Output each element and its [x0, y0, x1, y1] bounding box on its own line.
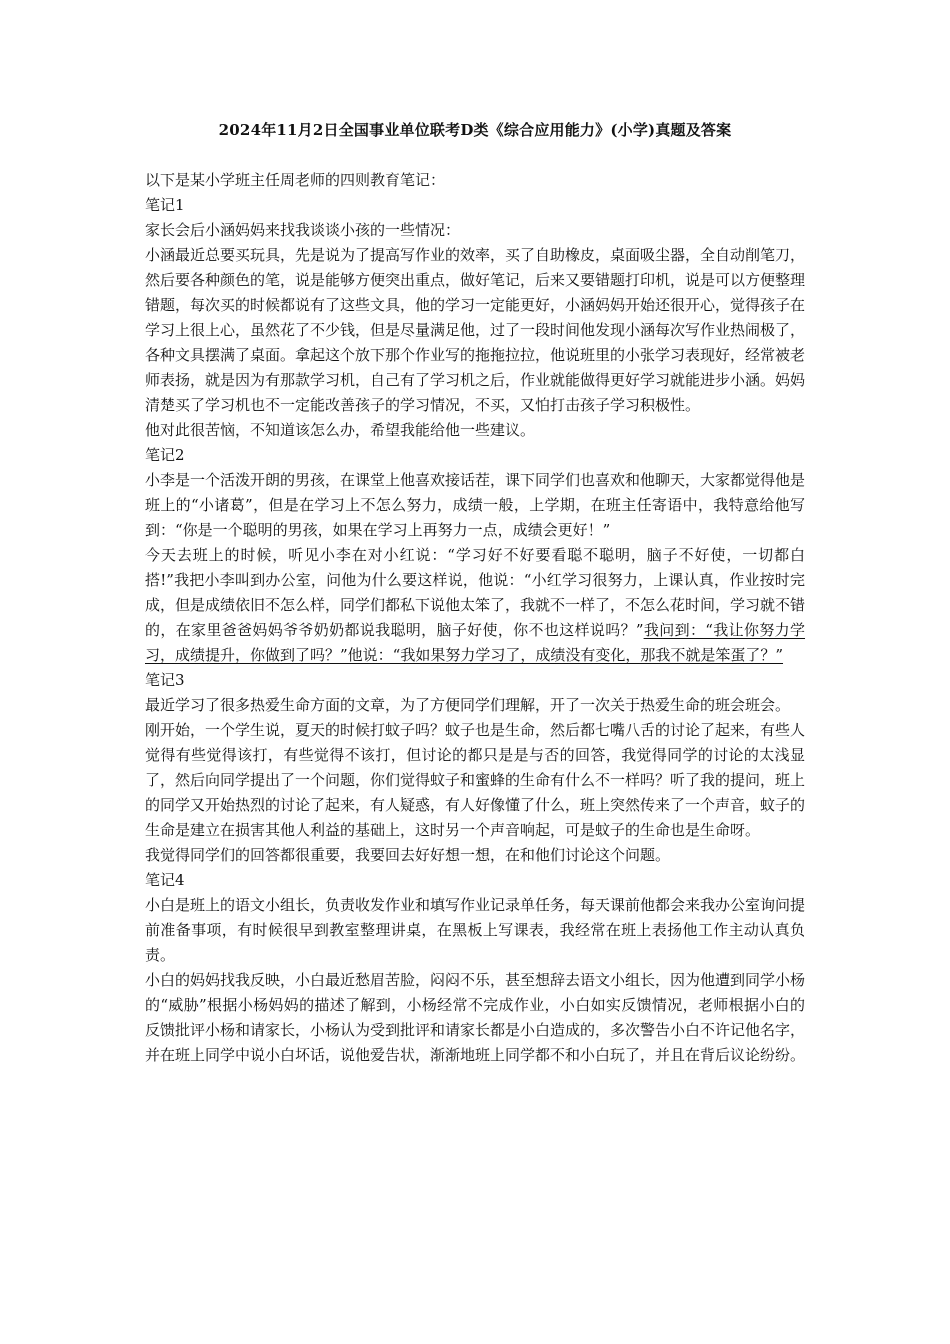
note-2-paragraph-2: [145, 543, 805, 668]
note-1-paragraph-3: 他对此很苦恼，不知道该怎么办，希望我能给他一些建议。: [145, 421, 536, 439]
note-4-paragraph-1: 小白是班上的语文小组长，负责收发作业和填写作业记录单任务，每天课前他都会来我办公室询问提前准备事项，有时候很早到教室整理讲桌，在黑板上写课表，我经常在班上表扬他工作主动认真负责。: [145, 896, 806, 964]
note-3-paragraph-2: 刚开始，一个学生说，夏天的时候打蚊子吗？蚊子也是生命，然后都七嘴八舌的讨论了起来，有些人觉得有些觉得该打，有些觉得不该打，但讨论的都只是是与否的回答，我觉得同学的讨论的太浅显了，然后向同学提出了一个问题，你们觉得蚊子和蜜蜂的生命有什么不一样吗？听了我的提问，班上的同学又开始热烈的讨论了起来，有人疑惑，有人好像懂了什么，班上突然传来了一个声音，蚊子的生命是建立在损害其他人利益的基础上，这时另一个声音响起，可是蚊子的生命也是生命呀。: [145, 721, 806, 839]
note-3-paragraph-3: 我觉得同学们的回答都很重要，我要回去好好想一想，在和他们讨论这个问题。: [145, 846, 671, 864]
note-2-underlined-text: 我问到：“我让你努力学习，成绩提升，你做到了吗？”他说：“我如果努力学习了，成绩没有变化，那我不就是笨蛋了？”: [145, 621, 806, 664]
note-2-paragraph-1: 小李是一个活泼开朗的男孩，在课堂上他喜欢接话茬，课下同学们也喜欢和他聊天，大家都觉得他是班上的“小诸葛”，但是在学习上不怎么努力，成绩一般，上学期，在班主任寄语中，我特意给他写到：“你是一个聪明的男孩，如果在学习上再努力一点，成绩会更好！”: [145, 471, 806, 539]
note-3-paragraph-1: 最近学习了很多热爱生命方面的文章，为了方便同学们理解，开了一次关于热爱生命的班会班会。: [145, 696, 791, 714]
note-2-heading: 笔记2: [145, 446, 185, 464]
note-3-heading: 笔记3: [145, 671, 185, 689]
note-4-paragraph-2: 小白的妈妈找我反映，小白最近愁眉苦脸，闷闷不乐，甚至想辞去语文小组长，因为他遭到同学小杨的“威胁”根据小杨妈妈的描述了解到，小杨经常不完成作业，小白如实反馈情况，老师根据小白的反馈批评小杨和请家长，小杨认为受到批评和请家长都是小白造成的，多次警告小白不许记他名字，并在班上同学中说小白坏话，说他爱告状，渐渐地班上同学都不和小白玩了，并且在背后议论纷纷。: [145, 971, 806, 1064]
note-1-heading: 笔记1: [145, 196, 185, 214]
note-4-heading: 笔记4: [145, 871, 185, 889]
note-1-paragraph-1: 家长会后小涵妈妈来找我谈谈小孩的一些情况：: [145, 221, 461, 239]
note-2-paragraph-2-text: 今天去班上的时候，听见小李在对小红说：“学习好不好要看聪不聪明，脑子不好使，一切都白搭!”我把小李叫到办公室，问他为什么要这样说，他说：“小红学习很努力，上课认真，作业按时完成，但是成绩依旧不怎么样，同学们都私下说他太笨了，我就不一样了，不怎么花时间，学习就不错的，在家里爸爸妈妈爷爷奶奶都说我聪明，脑子好使，你不也这样说吗？”: [145, 546, 806, 639]
page-title: 2024年11月2日全国事业单位联考D类《综合应用能力》(小学)真题及答案: [218, 121, 732, 139]
note-1-paragraph-2: 小涵最近总要买玩具，先是说为了提高写作业的效率，买了自助橡皮，桌面吸尘器，全自动削笔刀，然后要各种颜色的笔，说是能够方便突出重点，做好笔记，后来又要错题打印机，说是可以方便整理错题，每次买的时候都说有了这些文具，他的学习一定能更好，小涵妈妈开始还很开心，觉得孩子在学习上很上心，虽然花了不少钱，但是尽量满足他，过了一段时间他发现小涵每次写作业热闹极了，各种文具摆满了桌面。拿起这个放下那个作业写的拖拖拉拉，他说班里的小张学习表现好，经常被老师表扬，就是因为有那款学习机，自己有了学习机之后，作业就能做得更好学习就能进步小涵。妈妈清楚买了学习机也不一定能改善孩子的学习情况，不买，又怕打击孩子学习积极性。: [145, 246, 806, 414]
intro-paragraph: 以下是某小学班主任周老师的四则教育笔记：: [145, 171, 446, 189]
document-body: [145, 168, 805, 1068]
